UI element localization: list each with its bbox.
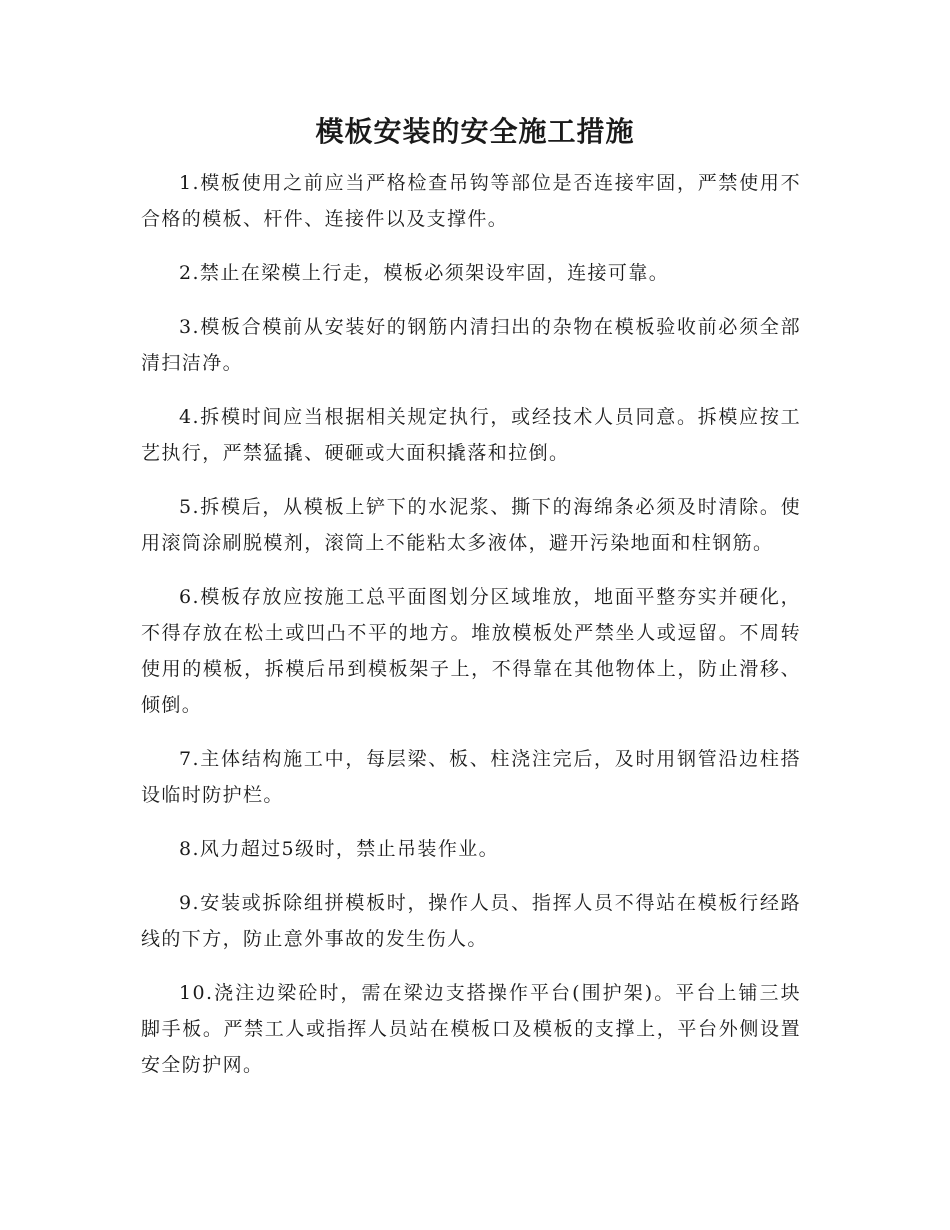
paragraph-8: 8.风力超过5级时，禁止吊装作业。 (179, 838, 500, 860)
paragraph-2: 2.禁止在梁模上行走，模板必须架设牢固，连接可靠。 (179, 262, 670, 284)
paragraph-4: 4.拆模时间应当根据相关规定执行，或经技术人员同意。拆模应按工艺执行，严禁猛撬、硬砸或大面积撬落和拉倒。 (141, 406, 801, 464)
paragraph-1: 1.模板使用之前应当严格检查吊钩等部位是否连接牢固，严禁使用不合格的模板、杆件、连接件以及支撑件。 (141, 172, 801, 230)
document-body (141, 165, 801, 1101)
paragraph-7: 7.主体结构施工中，每层梁、板、柱浇注完后，及时用钢管沿边柱搭设临时防护栏。 (141, 748, 801, 806)
paragraph-10: 10.浇注边梁砼时，需在梁边支搭操作平台(围护架)。平台上铺三块脚手板。严禁工人或指挥人员站在模板口及模板的支撑上，平台外侧设置安全防护网。 (141, 982, 801, 1076)
paragraph-9: 9.安装或拆除组拼模板时，操作人员、指挥人员不得站在模板行经路线的下方，防止意外事故的发生伤人。 (141, 892, 801, 950)
paragraph-5: 5.拆模后，从模板上铲下的水泥浆、撕下的海绵条必须及时清除。使用滚筒涂刷脱模剂，滚筒上不能粘太多液体，避开污染地面和柱钢筋。 (141, 496, 801, 554)
paragraph-3: 3.模板合模前从安装好的钢筋内清扫出的杂物在模板验收前必须全部清扫洁净。 (141, 316, 801, 374)
document-title: 模板安装的安全施工措施 (315, 115, 635, 148)
paragraph-6: 6.模板存放应按施工总平面图划分区域堆放，地面平整夯实并硬化，不得存放在松土或凹凸不平的地方。堆放模板处严禁坐人或逗留。不周转使用的模板，拆模后吊到模板架子上，不得靠在其他物体上，防止滑移、倾倒。 (141, 586, 801, 716)
